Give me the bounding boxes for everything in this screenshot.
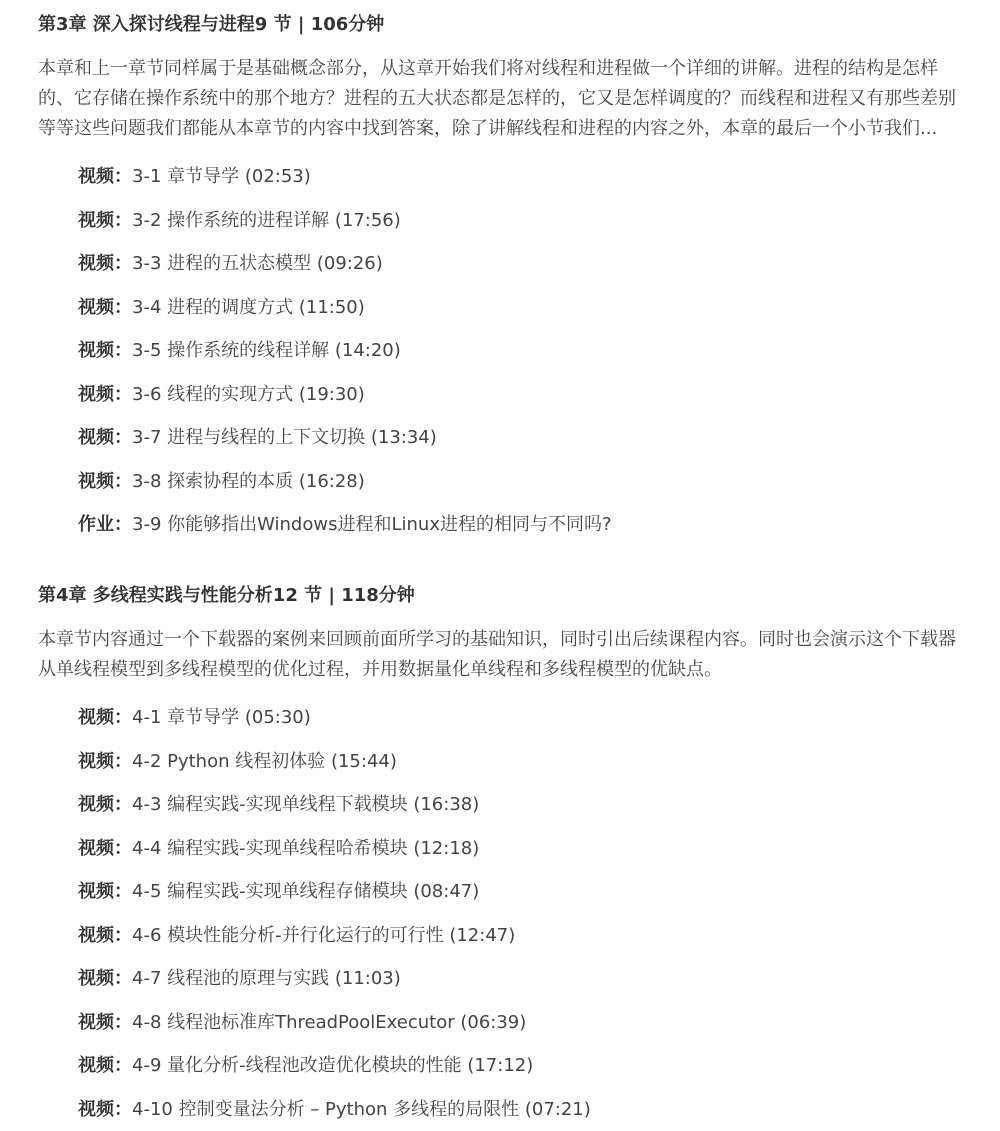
lesson-title: 3-7 进程与线程的上下文切换 (13:34): [132, 427, 437, 448]
lesson-kind: 视频：: [78, 1055, 132, 1076]
chapter-3-description: 本章和上一章节同样属于是基础概念部分，从这章开始我们将对线程和进程做一个详细的讲解。进程的结构是怎样的、它存储在操作系统中的那个地方？进程的五大状态都是怎样的，它又是怎样调度的？而线程和进程又有那些差别等等这些问题我们都能从本章节的内容中找到答案，除了讲解线程和进程的内容之外，本章的最后一个小节我们...: [38, 54, 962, 144]
lesson-kind: 视频：: [78, 340, 132, 361]
lesson-kind: 视频：: [78, 427, 132, 448]
lesson-kind: 视频：: [78, 471, 132, 492]
lesson-4-1[interactable]: [38, 696, 962, 740]
lesson-kind: 视频：: [78, 838, 132, 859]
lesson-kind: 视频：: [78, 751, 132, 772]
lesson-title: 3-6 线程的实现方式 (19:30): [132, 384, 365, 405]
lesson-3-7[interactable]: [38, 416, 962, 460]
lesson-3-1[interactable]: [38, 155, 962, 199]
lesson-kind: 作业：: [78, 514, 132, 535]
lesson-title: 4-5 编程实践-实现单线程存储模块 (08:47): [132, 881, 479, 902]
lesson-title: 3-1 章节导学 (02:53): [132, 166, 311, 187]
lesson-4-4[interactable]: [38, 827, 962, 871]
lesson-4-8[interactable]: [38, 1001, 962, 1045]
lesson-kind: 视频：: [78, 1012, 132, 1033]
lesson-3-3[interactable]: [38, 242, 962, 286]
lesson-title: 3-9 你能够指出Windows进程和Linux进程的相同与不同吗?: [132, 514, 612, 535]
chapter-3-lesson-list: [38, 155, 962, 547]
chapter-4-section: [38, 581, 962, 1131]
lesson-kind: 视频：: [78, 1099, 132, 1120]
chapter-3-section: [38, 10, 962, 547]
chapter-4-title[interactable]: 第4章 多线程实践与性能分析12 节 | 118分钟: [38, 581, 962, 611]
lesson-title: 4-10 控制变量法分析 – Python 多线程的局限性 (07:21): [132, 1099, 591, 1120]
lesson-4-6[interactable]: [38, 914, 962, 958]
lesson-kind: 视频：: [78, 297, 132, 318]
lesson-title: 4-2 Python 线程初体验 (15:44): [132, 751, 397, 772]
lesson-title: 4-8 线程池标准库ThreadPoolExecutor (06:39): [132, 1012, 526, 1033]
lesson-title: 4-4 编程实践-实现单线程哈希模块 (12:18): [132, 838, 479, 859]
lesson-title: 4-6 模块性能分析-并行化运行的可行性 (12:47): [132, 925, 515, 946]
lesson-4-9[interactable]: [38, 1044, 962, 1088]
chapter-3-title[interactable]: 第3章 深入探讨线程与进程9 节 | 106分钟: [38, 10, 962, 40]
lesson-kind: 视频：: [78, 794, 132, 815]
lesson-kind: 视频：: [78, 384, 132, 405]
lesson-title: 4-7 线程池的原理与实践 (11:03): [132, 968, 401, 989]
lesson-kind: 视频：: [78, 210, 132, 231]
lesson-kind: 视频：: [78, 925, 132, 946]
chapter-4-description: 本章节内容通过一个下载器的案例来回顾前面所学习的基础知识，同时引出后续课程内容。同时也会演示这个下载器从单线程模型到多线程模型的优化过程，并用数据量化单线程和多线程模型的优缺点。: [38, 625, 962, 685]
lesson-kind: 视频：: [78, 166, 132, 187]
lesson-kind: 视频：: [78, 253, 132, 274]
lesson-kind: 视频：: [78, 707, 132, 728]
lesson-3-4[interactable]: [38, 286, 962, 330]
chapter-4-lesson-list: [38, 696, 962, 1131]
lesson-kind: 视频：: [78, 968, 132, 989]
lesson-title: 3-4 进程的调度方式 (11:50): [132, 297, 365, 318]
lesson-4-10[interactable]: [38, 1088, 962, 1131]
lesson-3-6[interactable]: [38, 373, 962, 417]
lesson-3-8[interactable]: [38, 460, 962, 504]
lesson-4-2[interactable]: [38, 740, 962, 784]
lesson-kind: 视频：: [78, 881, 132, 902]
lesson-3-5[interactable]: [38, 329, 962, 373]
lesson-3-2[interactable]: [38, 199, 962, 243]
lesson-4-3[interactable]: [38, 783, 962, 827]
lesson-4-7[interactable]: [38, 957, 962, 1001]
lesson-title: 3-2 操作系统的进程详解 (17:56): [132, 210, 401, 231]
lesson-4-5[interactable]: [38, 870, 962, 914]
lesson-title: 3-3 进程的五状态模型 (09:26): [132, 253, 383, 274]
lesson-3-9[interactable]: [38, 503, 962, 547]
lesson-title: 4-3 编程实践-实现单线程下载模块 (16:38): [132, 794, 479, 815]
lesson-title: 3-5 操作系统的线程详解 (14:20): [132, 340, 401, 361]
lesson-title: 4-1 章节导学 (05:30): [132, 707, 311, 728]
lesson-title: 4-9 量化分析-线程池改造优化模块的性能 (17:12): [132, 1055, 533, 1076]
lesson-title: 3-8 探索协程的本质 (16:28): [132, 471, 365, 492]
